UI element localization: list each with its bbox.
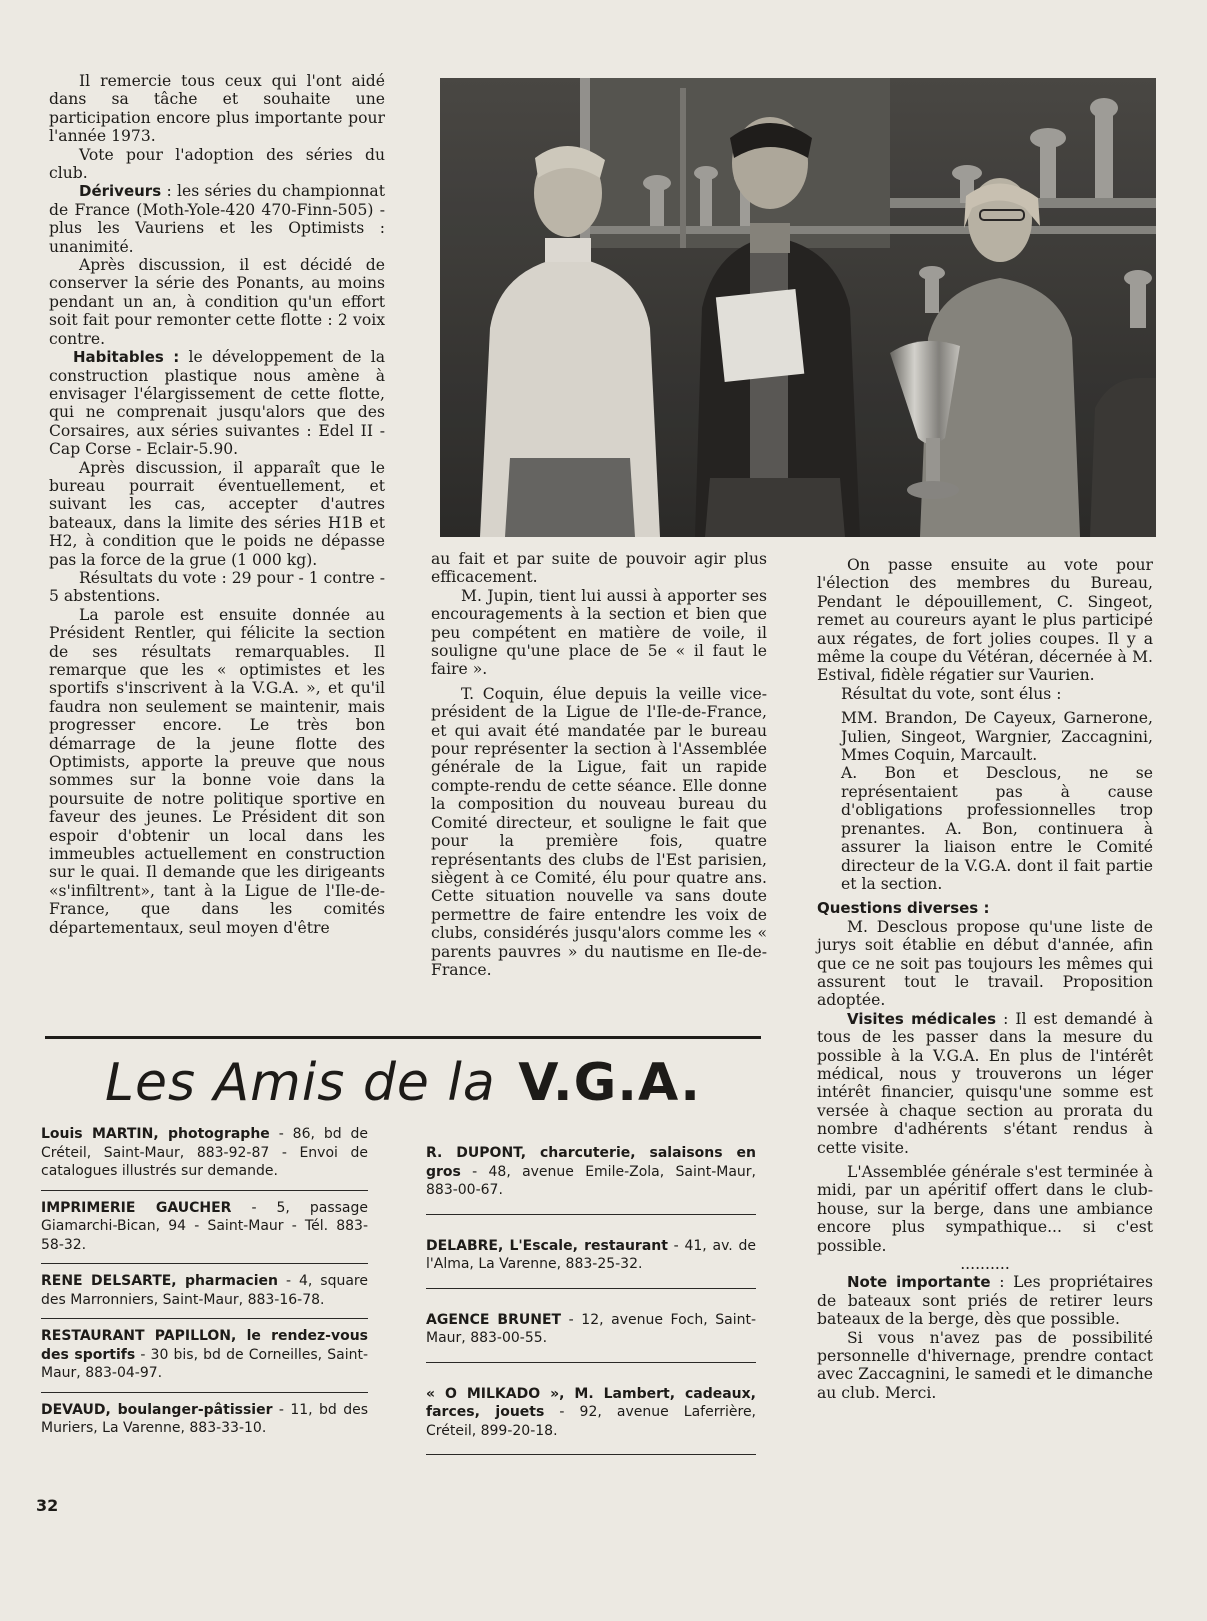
paragraph: Visites médicales : Il est demandé à tous de les passer dans la mesure du possible à la V.G.A. En plus de l'intérêt médical, nous y trouverons un léger intérêt financier, quisqu'une somme est versée à chaque section au prorata du nombre d'adhérents s'étant rendus à cette visite.: [817, 1009, 1153, 1157]
ads-column-left: [41, 1125, 368, 1444]
paragraph: T. Coquin, élue depuis la veille vice-président de la Ligue de l'Ile-de-France, et qui avait été mandatée par le bureau pour représenter la section à l'Assemblée générale de la Ligue, fait un rapide compte-rendu de cette séance. Elle donne la composition du nouveau bureau du Comité directeur, et souligne le fait que pour la première fois, quatre représentants des clubs de l'Est parisien, siègent à ce Comité, élu pour quatre ans. Cette situation nouvelle va sans doute permettre de faire entendre les voix de clubs, considérés jusqu'alors comme les « parents pauvres » du nautisme en Ile-de-France.: [431, 684, 767, 979]
paragraph: A. Bon et Desclous, ne se représentaient pas à cause d'obligations professionnelles trop prenantes. A. Bon, continuera à assurer la liaison entre le Comité directeur de la V.G.A. dont il fait partie et la section.: [841, 764, 1153, 893]
ad-gaucher: IMPRIMERIE GAUCHER - 5, passage Giamarchi-Bican, 94 - Saint-Maur - Tél. 883-58-32.: [41, 1199, 368, 1253]
paragraph: On passe ensuite au vote pour l'élection des membres du Bureau, Pendant le dépouillement, C. Singeot, remet au coureurs ayant le plus participé aux régates, de fort jolies coupes. Il y a même la coupe du Vétéran, décernée à M. Estival, fidèle régatier sur Vaurien.: [817, 556, 1153, 685]
paragraph: L'Assemblée générale s'est terminée à midi, par un apéritif offert dans le club-house, sur la berge, dans une ambiance encore plus sympathique... si c'est possible.: [817, 1163, 1153, 1255]
elected-members: MM. Brandon, De Cayeux, Garnerone, Julien, Singeot, Wargnier, Zaccagnini, Mmes Coquin, Marcault.: [841, 709, 1153, 765]
ad-milkado: « O MILKADO », M. Lambert, cadeaux, farces, jouets - 92, avenue Laferrière, Créteil, 899-20-18.: [426, 1385, 757, 1439]
ad-delsarte: RENE DELSARTE, pharmacien - 4, square des Marronniers, Saint-Maur, 883-16-78.: [41, 1273, 368, 1308]
paragraph: La parole est ensuite donnée au Président Rentler, qui félicite la section de ses résultats remarquables. Il remarque que les « optimistes et les sportifs s'inscrivent à la V.G.A. », et qu'il faudra non seulement se maintenir, mais progresser encore. Le très bon démarrage de la jeune flotte des Optimists, apporte la preuve que nous sommes sur la bonne voie dans la poursuite de notre politique sportive en faveur des jeunes. Le Président dit son espoir d'obtenir un local dans les immeubles actuellement en construction sur le quai. Il demande que les dirigeants «s'infiltrent», tant à la Ligue de l'Ile-de-France, que dans les comités départementaux, seul moyen d'être: [49, 605, 385, 937]
article-column-3: [817, 556, 1153, 1402]
paragraph: M. Jupin, tient lui aussi à apporter ses encouragements à la section et bien que peu compétent en matière de voile, il souligne qu'une place de 5e « il faut le faire ».: [431, 586, 767, 679]
section-title-amis: Les Amis de la V.G.A.: [105, 1053, 701, 1113]
paragraph: Après discussion, il est décidé de conserver la série des Ponants, au moins pendant un an, à condition qu'un effort soit fait pour remonter cette flotte : 2 voix contre.: [49, 256, 385, 348]
ad-delabre: DELABRE, L'Escale, restaurant - 41, av. de l'Alma, La Varenne, 883-25-32.: [426, 1237, 756, 1272]
paragraph: Dériveurs : les séries du championnat de France (Moth-Yole-420 470-Finn-505) - plus les Vauriens et les Optimists : unanimité.: [49, 182, 385, 256]
paragraph: Note importante : Les propriétaires de bateaux sont priés de retirer leurs bateaux de la berge, dès que possible.: [817, 1273, 1153, 1329]
photo-trophy-presentation: [440, 78, 1156, 537]
divider: [426, 1454, 756, 1455]
photo-illustration: [440, 78, 1156, 537]
divider: [426, 1288, 756, 1289]
paragraph: Habitables : le développement de la construction plastique nous amène à envisager l'élargissement de cette flotte, qui ne comprenait jusqu'alors que des Corsaires, aux séries suivantes : Edel II - Cap Corse - Eclair-5.90.: [49, 348, 385, 459]
paragraph: Vote pour l'adoption des séries du club.: [49, 145, 385, 183]
ad-brunet: AGENCE BRUNET - 12, avenue Foch, Saint-Maur, 883-00-55.: [426, 1311, 756, 1346]
divider: [426, 1214, 756, 1215]
dotted-separator: ..........: [960, 1255, 1010, 1274]
article-column-1: [49, 72, 385, 937]
paragraph: Si vous n'avez pas de possibilité personnelle d'hivernage, prendre contact avec Zaccagnini, le samedi et le dimanche au club. Merci.: [817, 1328, 1153, 1402]
divider: [426, 1362, 756, 1363]
ad-martin: Louis MARTIN, photographe - 86, bd de Créteil, Saint-Maur, 883-92-87 - Envoi de catalogues illustrés sur demande.: [41, 1126, 369, 1179]
section-heading-note: Note importante: [847, 1273, 991, 1292]
divider: [41, 1190, 368, 1191]
paragraph: Résultats du vote : 29 pour - 1 contre - 5 abstentions.: [49, 568, 385, 606]
divider: [41, 1392, 368, 1393]
ads-column-right: [426, 1144, 756, 1477]
ad-devaud: DEVAUD, boulanger-pâtissier - 11, bd des Muriers, La Varenne, 883-33-10.: [41, 1401, 369, 1436]
paragraph: Après discussion, il apparaît que le bureau pourrait éventuellement, et suivant les cas, accepter d'autres bateaux, dans la limite des séries H1B et H2, à condition que le poids ne dépasse pas la force de la grue (1 000 kg).: [49, 458, 385, 569]
paragraph: M. Desclous propose qu'une liste de jurys soit établie en début d'année, afin que ce ne soit pas toujours les mêmes qui assurent tout le travail. Proposition adoptée.: [817, 917, 1153, 1010]
article-column-2: [431, 550, 767, 979]
ad-papillon: RESTAURANT PAPILLON, le rendez-vous des sportifs - 30 bis, bd de Corneilles, Saint-Maur, 883-04-97.: [41, 1328, 369, 1381]
section-heading-habitables: Habitables :: [73, 348, 180, 367]
page-number: 32: [36, 1496, 59, 1515]
divider: [41, 1263, 368, 1264]
divider: [45, 1036, 761, 1039]
paragraph: Il remercie tous ceux qui l'ont aidé dans sa tâche et souhaite une participation encore plus importante pour l'année 1973.: [49, 72, 385, 146]
section-heading-visites: Visites médicales: [847, 1009, 997, 1028]
paragraph: au fait et par suite de pouvoir agir plus efficacement.: [431, 550, 767, 587]
ad-dupont: R. DUPONT, charcuterie, salaisons en gros - 48, avenue Emile-Zola, Saint-Maur, 883-00-67.: [426, 1145, 756, 1198]
paragraph: Résultat du vote, sont élus :: [841, 684, 1062, 703]
section-heading-deriveurs: Dériveurs: [79, 182, 162, 201]
section-heading-questions: Questions diverses :: [817, 899, 990, 918]
divider: [41, 1318, 368, 1319]
